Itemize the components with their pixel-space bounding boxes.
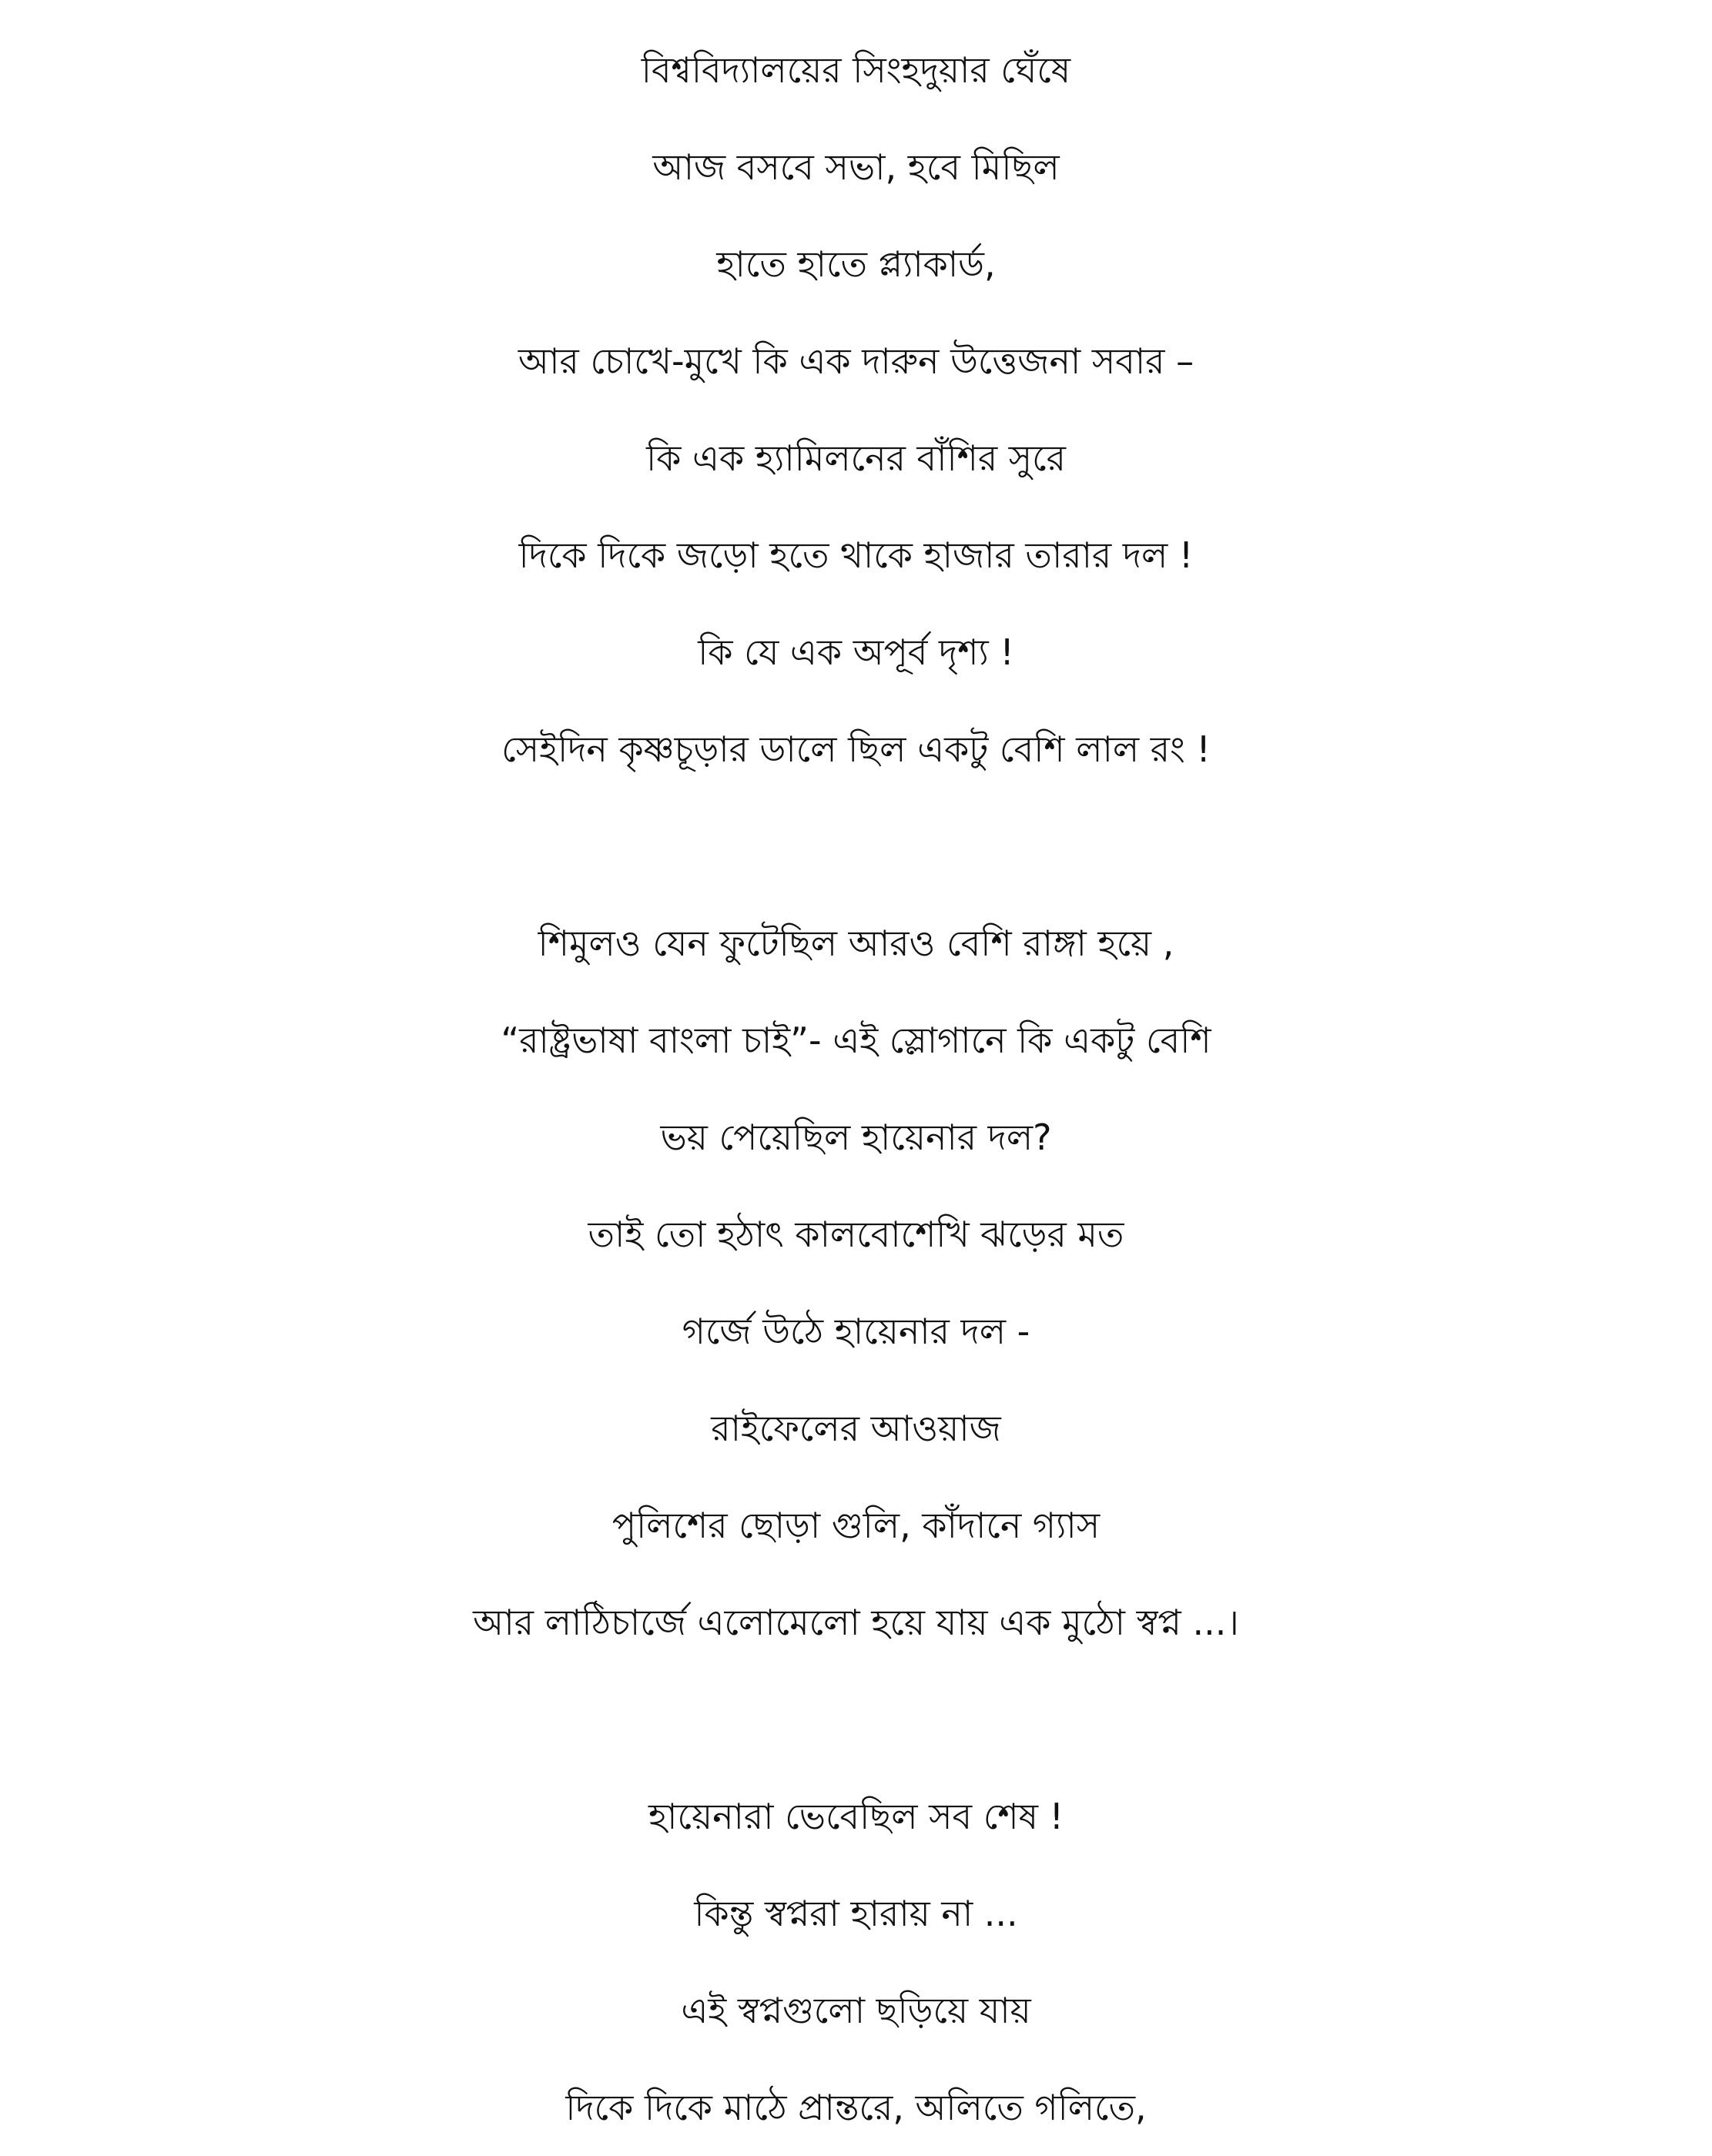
- poem-line: সেইদিন কৃষ্ণচূড়ার ডালে ছিল একটু বেশি লাল রং !: [501, 728, 1211, 770]
- poem-line: আজ বসবে সভা, হবে মিছিল: [652, 146, 1060, 188]
- poem-line: হাতে হাতে প্ল্যাকার্ড,: [716, 243, 996, 285]
- poem-line: ভয় পেয়েছিল হায়েনার দল?: [660, 1116, 1052, 1158]
- poem-line: রাইফেলের আওয়াজ: [711, 1408, 1001, 1449]
- stanza-2: [0, 895, 1712, 1671]
- poem-line: শিমুলও যেন ফুটেছিল আরও বেশি রাঙ্গা হয়ে ,: [538, 922, 1174, 964]
- poem-line: এই স্বপ্নগুলো ছড়িয়ে যায়: [681, 1990, 1031, 2031]
- poem-line: “রাষ্ট্রভাষা বাংলা চাই”- এই স্লোগানে কি একটু বেশি: [501, 1019, 1211, 1061]
- poem-line: কি এক হ্যামিলনের বাঁশির সুরে: [646, 437, 1066, 479]
- poem-line: দিকে দিকে মাঠে প্রান্তরে, অলিতে গলিতে,: [565, 2087, 1147, 2128]
- poem-line: আর চোখে-মুখে কি এক দারুন উত্তেজনা সবার –: [518, 340, 1194, 382]
- poem-line: গর্জে উঠে হায়েনার দল -: [682, 1311, 1030, 1352]
- poem-line: দিকে দিকে জড়ো হতে থাকে হাজার তারার দল !: [518, 534, 1194, 576]
- poem-line: বিশ্ববিদ্যালয়ের সিংহদুয়ার ঘেঁষে: [641, 49, 1071, 91]
- poem-body: [0, 22, 1712, 2156]
- stanza-break: [0, 1671, 1712, 1768]
- poem-line: হায়েনারা ভেবেছিল সব শেষ !: [648, 1796, 1064, 1837]
- poem-line: কিন্তু স্বপ্নরা হারায় না ...: [694, 1893, 1018, 1934]
- poem-line: আর লাঠিচার্জে এলোমেলো হয়ে যায় এক মুঠো স্বপ্ন ...।: [473, 1602, 1239, 1643]
- poem-line: পুলিশের ছোড়া গুলি, কাঁদানে গ্যাস: [611, 1505, 1101, 1546]
- stanza-1: [0, 22, 1712, 798]
- stanza-break: [0, 798, 1712, 895]
- stanza-3: [0, 1768, 1712, 2156]
- poem-line: তাই তো হঠাৎ কালবোশেখি ঝড়ের মত: [588, 1214, 1124, 1255]
- poem-line: কি যে এক অপূর্ব দৃশ্য !: [698, 631, 1014, 673]
